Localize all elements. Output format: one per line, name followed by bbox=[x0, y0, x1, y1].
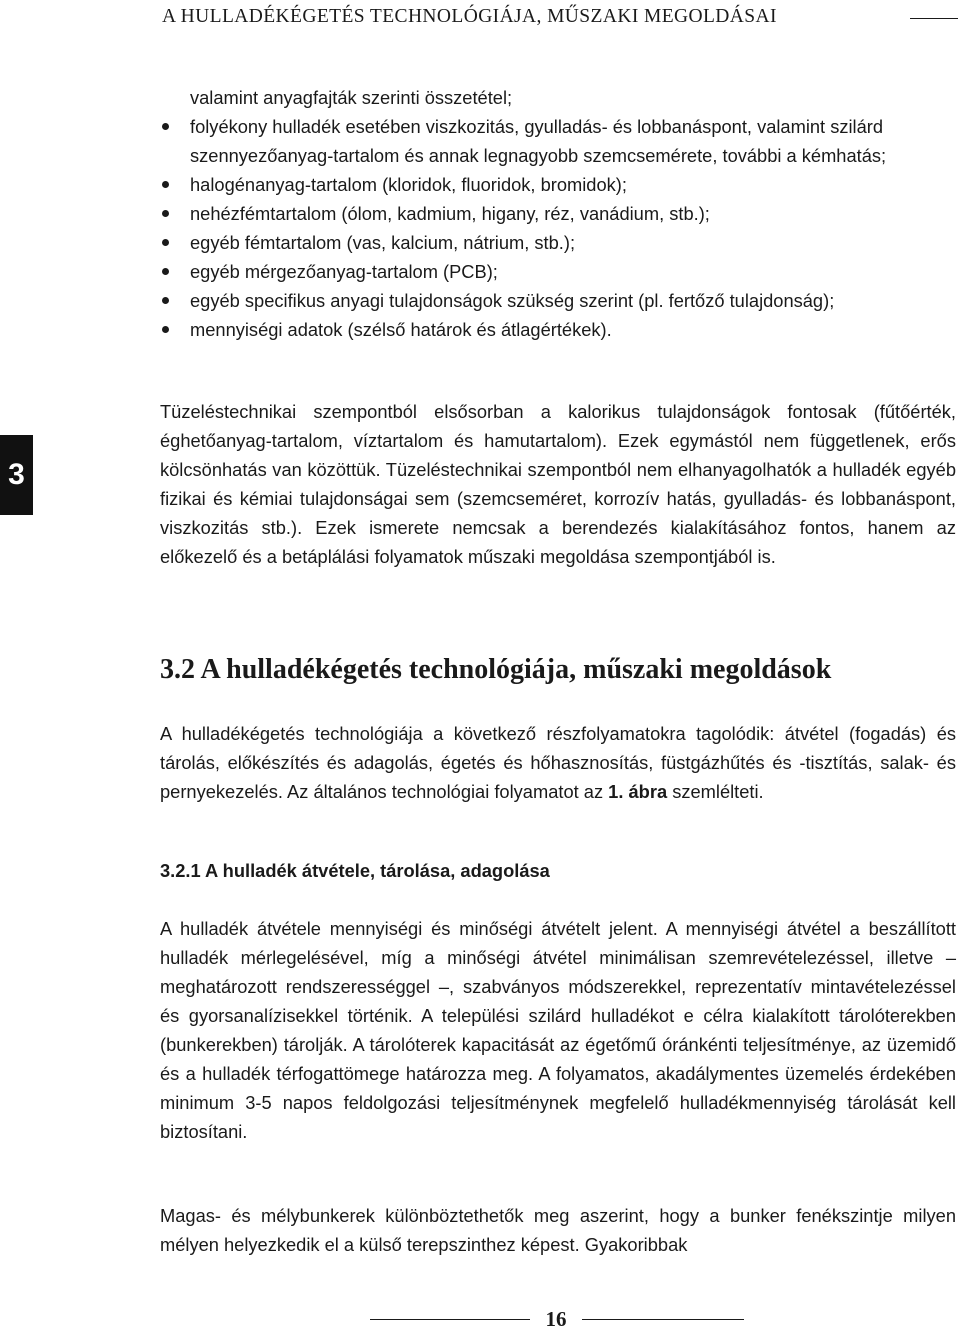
paragraph-combustion: Tüzeléstechnikai szempontból elsősorban a kalorikus tulajdonságok fontosak (fűtőérték, éghetőanyag-tartalom, víztartalom és hamutartalom). Ezek egymástól nem függetlenek, erős kölcsönhatás van közöttük. Tüzeléstechnikai szempontból nem elhanyagolhatók a hulladék egyéb fizikai és kémiai tulajdonságai sem (szemcseméret, korrozív hatás, gyulladás- és lobbanáspont, viszkozitás stb.). Ezek ismerete nemcsak a berendezés kialakításához fontos, hanem az előkezelő és a betáplálási folyamatok műszaki megoldása szempontjából is. bbox=[160, 401, 956, 567]
bullet-icon bbox=[162, 326, 169, 333]
bullet-icon bbox=[162, 268, 169, 275]
list-item: egyéb specifikus anyagi tulajdonságok szükség szerint (pl. fertőző tulajdonság); bbox=[160, 286, 960, 315]
list-item: halogénanyag-tartalom (kloridok, fluoridok, bromidok); bbox=[160, 170, 960, 199]
list-item: egyéb mérgezőanyag-tartalom (PCB); bbox=[160, 257, 960, 286]
running-header-rule bbox=[910, 18, 958, 19]
footer-rule-left bbox=[370, 1319, 530, 1320]
figure-reference: 1. ábra bbox=[608, 781, 668, 802]
list-item: egyéb fémtartalom (vas, kalcium, nátrium, stb.); bbox=[160, 228, 960, 257]
list-item: folyékony hulladék esetében viszkozitás, gyulladás- és lobbanáspont, valamint szilárd szennyezőanyag-tartalom és annak legnagyobb szemcsemérete, további a kémhatás; bbox=[160, 112, 960, 170]
bullet-icon bbox=[162, 181, 169, 188]
paragraph-bunkers: Magas- és mélybunkerek különböztethetők meg aszerint, hogy a bunker fenékszintje milyen mélyen helyezkedik el a külső terepszinthez képest. Gyakoribbak bbox=[160, 1205, 956, 1255]
list-item: mennyiségi adatok (szélső határok és átlagértékek). bbox=[160, 315, 960, 344]
section-heading: 3.2 A hulladékégetés technológiája, műszaki megoldások bbox=[160, 654, 832, 685]
list-item: nehézfémtartalom (ólom, kadmium, higany, réz, vanádium, stb.); bbox=[160, 199, 960, 228]
paragraph-technology: A hulladékégetés technológiája a következő részfolyamatokra tagolódik: átvétel (fogadás) és tárolás, előkészítés és adagolás, égetés és hőhasznosítás, füstgázhűtés és -tisztítás, salak- és pernyekezelés. Az általános technológiai folyamatot az 1. ábra szemlélteti. bbox=[160, 723, 956, 802]
chapter-tab bbox=[0, 435, 33, 515]
list-item-continuation: valamint anyagfajták szerinti összetétel; bbox=[190, 87, 513, 108]
chapter-number: 3 bbox=[8, 458, 25, 491]
property-list bbox=[160, 83, 960, 344]
footer-rule-right bbox=[582, 1319, 744, 1320]
bullet-icon bbox=[162, 239, 169, 246]
running-header bbox=[0, 6, 960, 30]
bullet-icon bbox=[162, 210, 169, 217]
running-header-title: A HULLADÉKÉGETÉS TECHNOLÓGIÁJA, MŰSZAKI MEGOLDÁSAI bbox=[162, 6, 777, 27]
page-number: 16 bbox=[545, 1307, 567, 1331]
bullet-icon bbox=[162, 297, 169, 304]
paragraph-reception: A hulladék átvétele mennyiségi és minőségi átvételt jelent. A mennyiségi átvétel a beszállított hulladék mérlegelésével, míg a minőségi átvétel minimálisan szemrevételezéssel, illetve – meghatározott rendszerességgel –, szabványos módszerekkel, reprezentatív mintavételezéssel és gyorsanalízisekkel történik. A települési szilárd hulladékot e célra kialakított tárolóterekben (bunkerekben) tárolják. A tárolóterek kapacitását az égetőmű óránkénti teljesítménye, az üzemidő és a hulladék térfogattömege határozza meg. A folyamatos, akadálymentes üzemelés érdekében minimum 3-5 napos feldolgozási teljesítménynek megfelelő hulladékmennyiség tárolását kell biztosítani. bbox=[160, 918, 956, 1142]
bullet-icon bbox=[162, 123, 169, 130]
subsection-heading: 3.2.1 A hulladék átvétele, tárolása, adagolása bbox=[160, 860, 550, 881]
